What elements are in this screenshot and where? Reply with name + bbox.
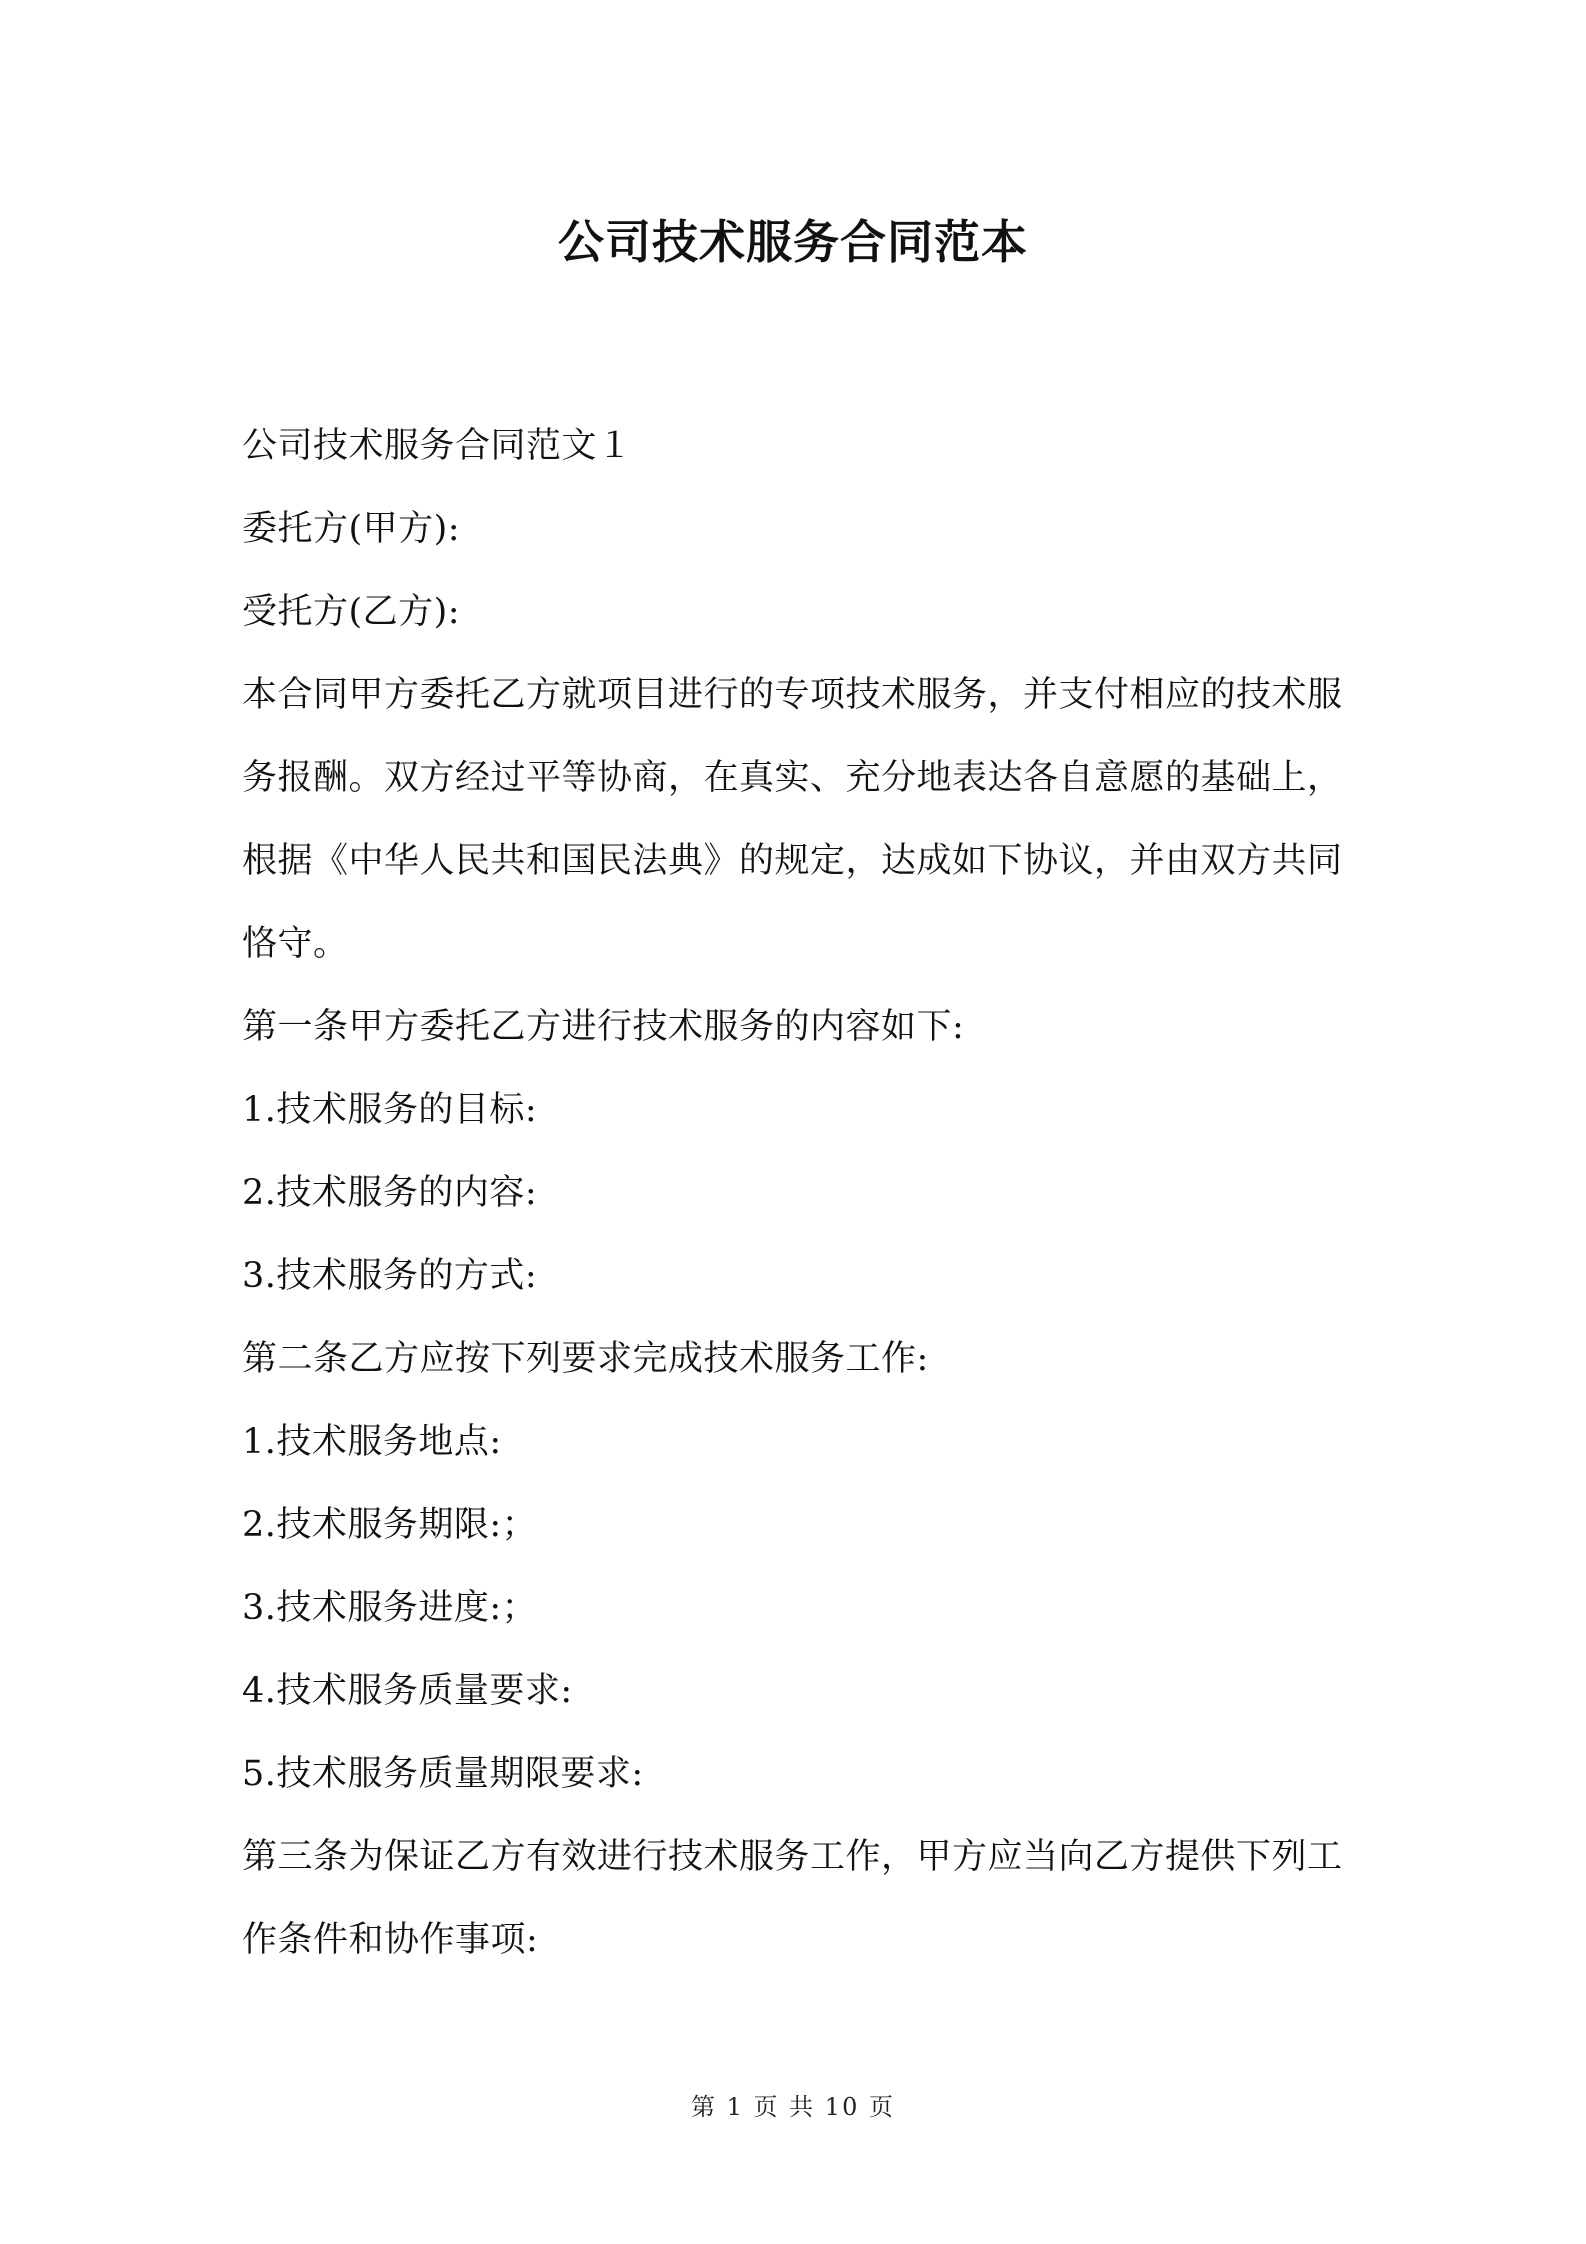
paragraph-article-1: 第一条甲方委托乙方进行技术服务的内容如下: — [242, 1007, 965, 1047]
paragraph-item: 2.技术服务的内容: — [242, 1173, 538, 1213]
paragraph-item: 1.技术服务的目标: — [242, 1090, 538, 1130]
paragraph-party-a: 委托方(甲方): — [242, 509, 461, 549]
paragraph-item: 4.技术服务质量要求: — [242, 1671, 573, 1711]
paragraph-item: 5.技术服务质量期限要求: — [242, 1754, 644, 1794]
paragraph-item: 2.技术服务期限:； — [242, 1505, 538, 1545]
paragraph-article-3: 第三条为保证乙方有效进行技术服务工作，甲方应当向乙方提供下列工作条件和协作事项: — [242, 1837, 1343, 1960]
page-number-footer: 第 1 页 共 10 页 — [691, 2093, 895, 2121]
document-body — [242, 405, 1352, 1982]
paragraph-item: 3.技术服务进度:； — [242, 1588, 538, 1628]
paragraph-item: 3.技术服务的方式: — [242, 1256, 538, 1296]
document-title: 公司技术服务合同范本 — [558, 215, 1028, 269]
paragraph-party-b: 受托方(乙方): — [242, 592, 461, 632]
paragraph-item: 1.技术服务地点: — [242, 1422, 502, 1462]
paragraph-heading-sample: 公司技术服务合同范文１ — [242, 426, 633, 466]
paragraph-article-2: 第二条乙方应按下列要求完成技术服务工作: — [242, 1339, 929, 1379]
paragraph-preamble: 本合同甲方委托乙方就项目进行的专项技术服务，并支付相应的技术服务报酬。双方经过平等协商，在真实、充分地表达各自意愿的基础上，根据《中华人民共和国民法典》的规定，达成如下协议，并由双方共同恪守。 — [242, 675, 1343, 964]
